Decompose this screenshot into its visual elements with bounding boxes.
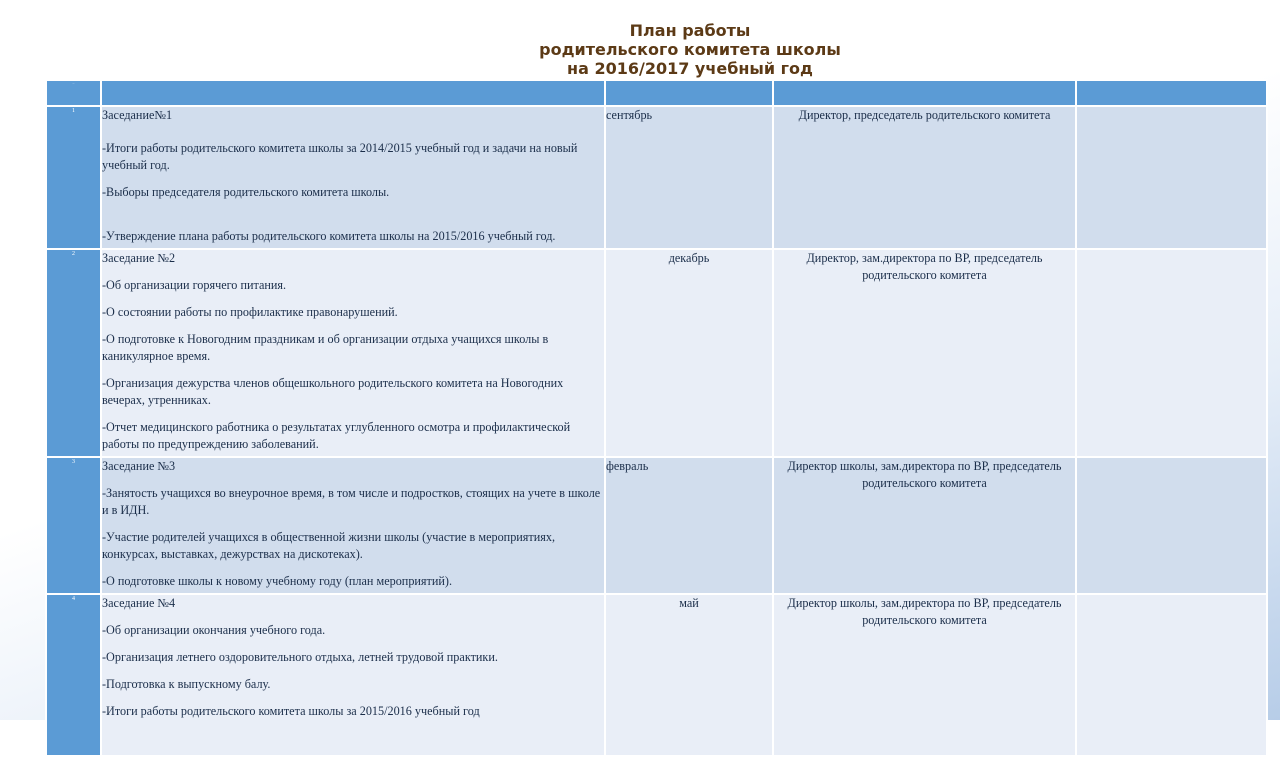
- agenda-item: -Итоги работы родительского комитета школы за 2015/2016 учебный год: [102, 704, 480, 718]
- agenda-item: -Организация летнего оздоровительного отдыха, летней трудовой практики.: [102, 650, 498, 664]
- title-line-2: родительского комитета школы: [539, 40, 841, 59]
- agenda-item: -Участие родителей учащихся в общественной жизни школы (участие в мероприятиях, конкурсах, выставках, дежурствах на дискотеках).: [102, 530, 556, 561]
- meeting-heading: Заседание №2: [102, 251, 176, 265]
- responsible-cell: Директор, зам.директора по ВР, председатель родительского комитета: [774, 250, 1075, 456]
- table-header-row: [47, 81, 1266, 105]
- row-number: 2: [47, 250, 100, 456]
- agenda-item: -Занятость учащихся во внеурочное время, в том числе и подростков, стоящих на учете в школе и в ИДН.: [102, 486, 601, 517]
- agenda-item: -Выборы председателя родительского комитета школы.: [102, 185, 390, 199]
- agenda-item: -Организация дежурства членов общешкольного родительского комитета на Новогодних вечерах, утренниках.: [102, 376, 564, 407]
- agenda-item: -Отчет медицинского работника о результатах углубленного осмотра и профилактической работы по предупреждению заболеваний.: [102, 420, 571, 451]
- responsible-cell: Директор школы, зам.директора по ВР, председатель родительского комитета: [774, 458, 1075, 593]
- month-cell: сентябрь: [606, 107, 772, 248]
- month-cell: декабрь: [606, 250, 772, 456]
- title-line-3: на 2016/2017 учебный год: [567, 59, 813, 78]
- agenda-item: -Подготовка к выпускному балу.: [102, 677, 271, 691]
- header-responsible-cell: [774, 81, 1075, 105]
- responsible-cell: Директор, председатель родительского комитета: [774, 107, 1075, 248]
- row-number: 4: [47, 595, 100, 755]
- header-month-cell: [606, 81, 772, 105]
- notes-cell: [1077, 107, 1266, 248]
- table-row: [47, 458, 1266, 593]
- meeting-heading: Заседание №4: [102, 596, 176, 610]
- agenda-item: -О подготовке школы к новому учебному году (план мероприятий).: [102, 574, 453, 588]
- meeting-topic-cell: [102, 458, 604, 593]
- meeting-heading: Заседание№1: [102, 108, 173, 122]
- page-title: [0, 21, 1280, 78]
- table-row: [47, 595, 1266, 755]
- header-topic-cell: [102, 81, 604, 105]
- notes-cell: [1077, 250, 1266, 456]
- notes-cell: [1077, 595, 1266, 755]
- agenda-item: -О состоянии работы по профилактике правонарушений.: [102, 305, 398, 319]
- header-notes-cell: [1077, 81, 1266, 105]
- agenda-item: -Утверждение плана работы родительского комитета школы на 2015/2016 учебный год.: [102, 229, 556, 243]
- meeting-heading: Заседание №3: [102, 459, 176, 473]
- agenda-item: -Об организации горячего питания.: [102, 278, 287, 292]
- notes-cell: [1077, 458, 1266, 593]
- row-number: 3: [47, 458, 100, 593]
- month-cell: февраль: [606, 458, 772, 593]
- title-line-1: План работы: [629, 21, 751, 40]
- meeting-topic-cell: [102, 250, 604, 456]
- responsible-cell: Директор школы, зам.директора по ВР, председатель родительского комитета: [774, 595, 1075, 755]
- table-row: [47, 107, 1266, 248]
- meeting-topic-cell: [102, 107, 604, 248]
- row-number: 1: [47, 107, 100, 248]
- header-num-cell: –: [47, 81, 100, 105]
- agenda-item: -Об организации окончания учебного года.: [102, 623, 326, 637]
- plan-table: [45, 79, 1268, 757]
- agenda-item: -Итоги работы родительского комитета школы за 2014/2015 учебный год и задачи на новый учебный год.: [102, 141, 578, 172]
- agenda-item: -О подготовке к Новогодним праздникам и об организации отдыха учащихся школы в каникулярное время.: [102, 332, 549, 363]
- month-cell: май: [606, 595, 772, 755]
- table-row: [47, 250, 1266, 456]
- meeting-topic-cell: [102, 595, 604, 755]
